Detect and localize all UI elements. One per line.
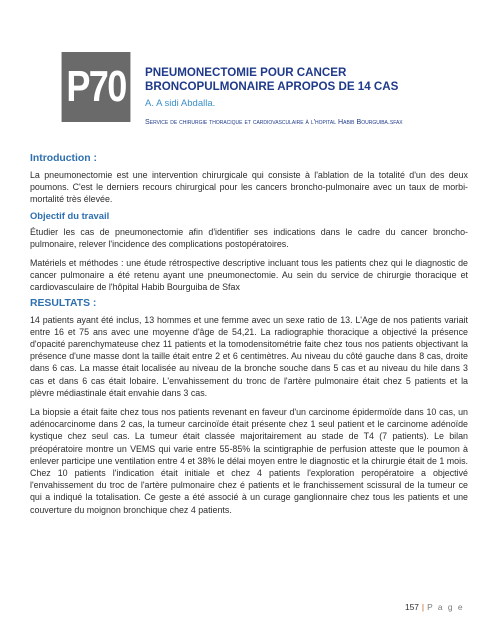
- results-heading: RESULTATS :: [30, 297, 97, 309]
- objective-paragraph: Étudier les cas de pneumonectomie afin d'identifier ses indications dans le cadre du cancer broncho-pulmonaire, relever l'incidence des complications postopératoires.: [30, 226, 468, 249]
- objective-heading: Objectif du travail: [30, 209, 110, 221]
- article-header: [145, 66, 465, 126]
- methods-paragraph: Matériels et méthodes : une étude rétrospective descriptive incluant tous les patients chez qui le diagnostic de cancer pulmonaire a été retenu ayant une pneumonectomie. Au sein du service de chirurgie thoracique et cardiovasculaire de l'hôpital Habib Bourguiba de Sfax: [30, 258, 468, 293]
- poster-number-badge: P70: [62, 52, 131, 122]
- footer-separator: |: [421, 602, 425, 612]
- results-paragraph-2: La biopsie a était faite chez tous nos patients revenant en faveur d'un carcinome épidermoïde dans 10 cas, un adénocarcinome dans 2 cas, la tumeur carcinoïde était présente chez 1 seul patient et le carcinome adénoïde kystique chez seul cas. La tumeur était classée majoritairement au stade de T4 (7 patients). Le bilan préopératoire montre un VEMS qui varie entre 55-85% la scintigraphie de perfusion atteste que le poumon à enlever participe une ventilation entre 4 et 38% le délai moyen entre le diagnostic et la chirurgie était de 1 mois. Chez 10 patients l'indication était initiale et chez 4 patients l'exploration peropératoire a objectivé l'envahissement du troc de l'artère pulmonaire chez é patients et le franchissement scissural de la tumeur ce qui a indiqué la totalisation. Ce geste a été associé à un curage ganglionnaire chez tous les patients et une couverture du moignon bronchique chez 4 patients.: [30, 407, 468, 515]
- results-paragraph-1: 14 patients ayant été inclus, 13 hommes et une femme avec un sexe ratio de 13. L'Age de nos patients variait entre 16 et 75 ans avec une moyenne d'âge de 54,21. La radiographie thoracique a objectivé la présence d'opacité parenchymateuse chez 11 patients et la tomodensitométrie faite chez tous nos patients objectivant la présence d'une masse dont la taille était entre 2 et 6 centimètres. Au niveau du côté gauche dans 8 cas, droite dans 6 cas. La masse était localisée au niveau de la bronche souche dans 5 cas et au niveau du hile dans 3 cas et dans 6 cas était lobaire. L'envahissement du tronc de l'artère pulmonaire était chez 5 patients et la plèvre médiastinale était envahie dans 3 cas.: [30, 314, 468, 398]
- page-footer: [405, 602, 464, 612]
- page-label: P a g e: [427, 602, 464, 612]
- page-number: 157: [404, 602, 419, 612]
- introduction-paragraph: La pneumonectomie est une intervention chirurgicale qui consiste à l'ablation de la totalité d'un des deux poumons. C'est le derniers recours chirurgical pour les cancers broncho-pulmonaire avec un taux de morbi-mortalité très élevée.: [30, 170, 468, 205]
- affiliation-line: Service de chirurgie thoracique et cardiovasculaire à l'hopital Habib Bourguiba.sfax: [145, 118, 403, 126]
- article-body: [30, 152, 468, 516]
- introduction-heading: Introduction :: [30, 153, 97, 164]
- author-line: A. A sidi Abdalla.: [145, 98, 216, 109]
- article-title: PNEUMONECTOMIE POUR CANCER BRONCOPULMONAIRE APROPOS DE 14 CAS: [145, 66, 399, 93]
